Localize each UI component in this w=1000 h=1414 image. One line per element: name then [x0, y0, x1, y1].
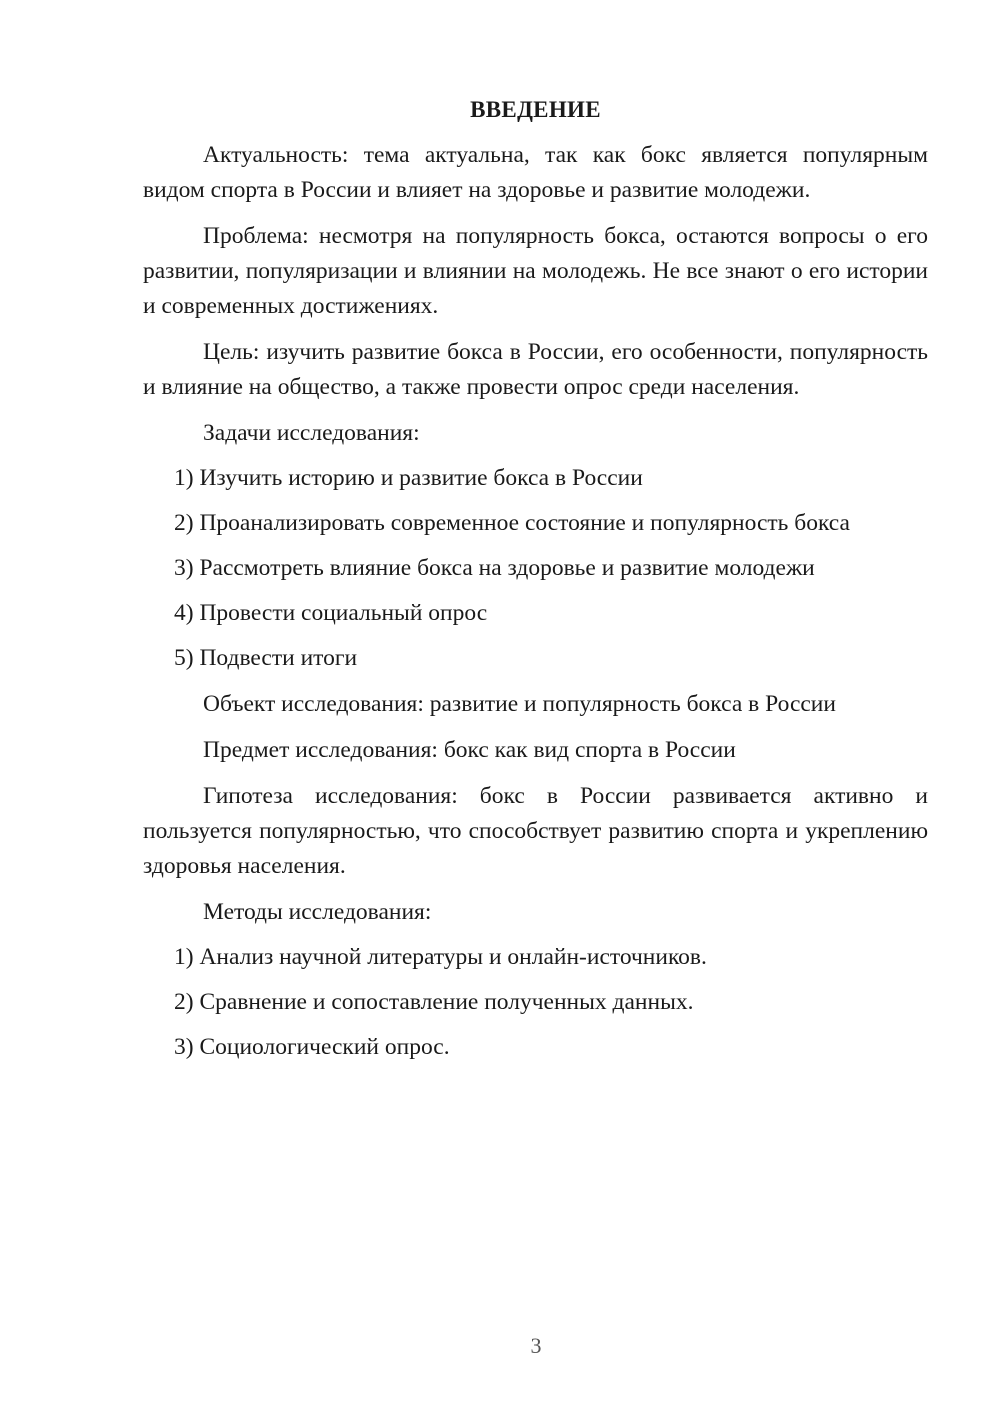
tasks-heading: Задачи исследования: — [203, 420, 420, 446]
page-content — [143, 92, 928, 1065]
page-title: ВВЕДЕНИЕ — [470, 97, 601, 122]
hypothesis-paragraph: Гипотеза исследования: бокс в России развивается активно и пользуется популярностью, что способствует развитию спорта и укреплению здоровья населения. — [143, 783, 928, 879]
list-item: 1) Анализ научной литературы и онлайн-источников. — [174, 944, 707, 970]
subject-line: Предмет исследования: бокс как вид спорта в России — [203, 737, 736, 763]
relevance-paragraph: Актуальность: тема актуальна, так как бокс является популярным видом спорта в России и влияет на здоровье и развитие молодежи. — [143, 142, 928, 203]
list-item: 2) Сравнение и сопоставление полученных данных. — [174, 989, 694, 1015]
problem-paragraph: Проблема: несмотря на популярность бокса, остаются вопросы о его развитии, популяризации и влиянии на молодежь. Не все знают о его истории и современных достижениях. — [143, 223, 928, 319]
list-item: 3) Социологический опрос. — [174, 1034, 450, 1060]
list-item: 4) Провести социальный опрос — [174, 600, 488, 626]
list-item: 1) Изучить историю и развитие бокса в России — [174, 465, 643, 491]
tasks-list — [143, 461, 928, 676]
goal-paragraph: Цель: изучить развитие бокса в России, его особенности, популярность и влияние на общество, а также провести опрос среди населения. — [143, 339, 928, 400]
methods-heading: Методы исследования: — [203, 899, 432, 925]
page-number: 3 — [530, 1333, 542, 1358]
methods-list — [143, 940, 928, 1065]
list-item: 3) Рассмотреть влияние бокса на здоровье и развитие молодежи — [174, 555, 815, 581]
object-line: Объект исследования: развитие и популярность бокса в России — [203, 691, 836, 717]
list-item: 5) Подвести итоги — [174, 645, 358, 671]
list-item: 2) Проанализировать современное состояние и популярность бокса — [174, 510, 850, 536]
